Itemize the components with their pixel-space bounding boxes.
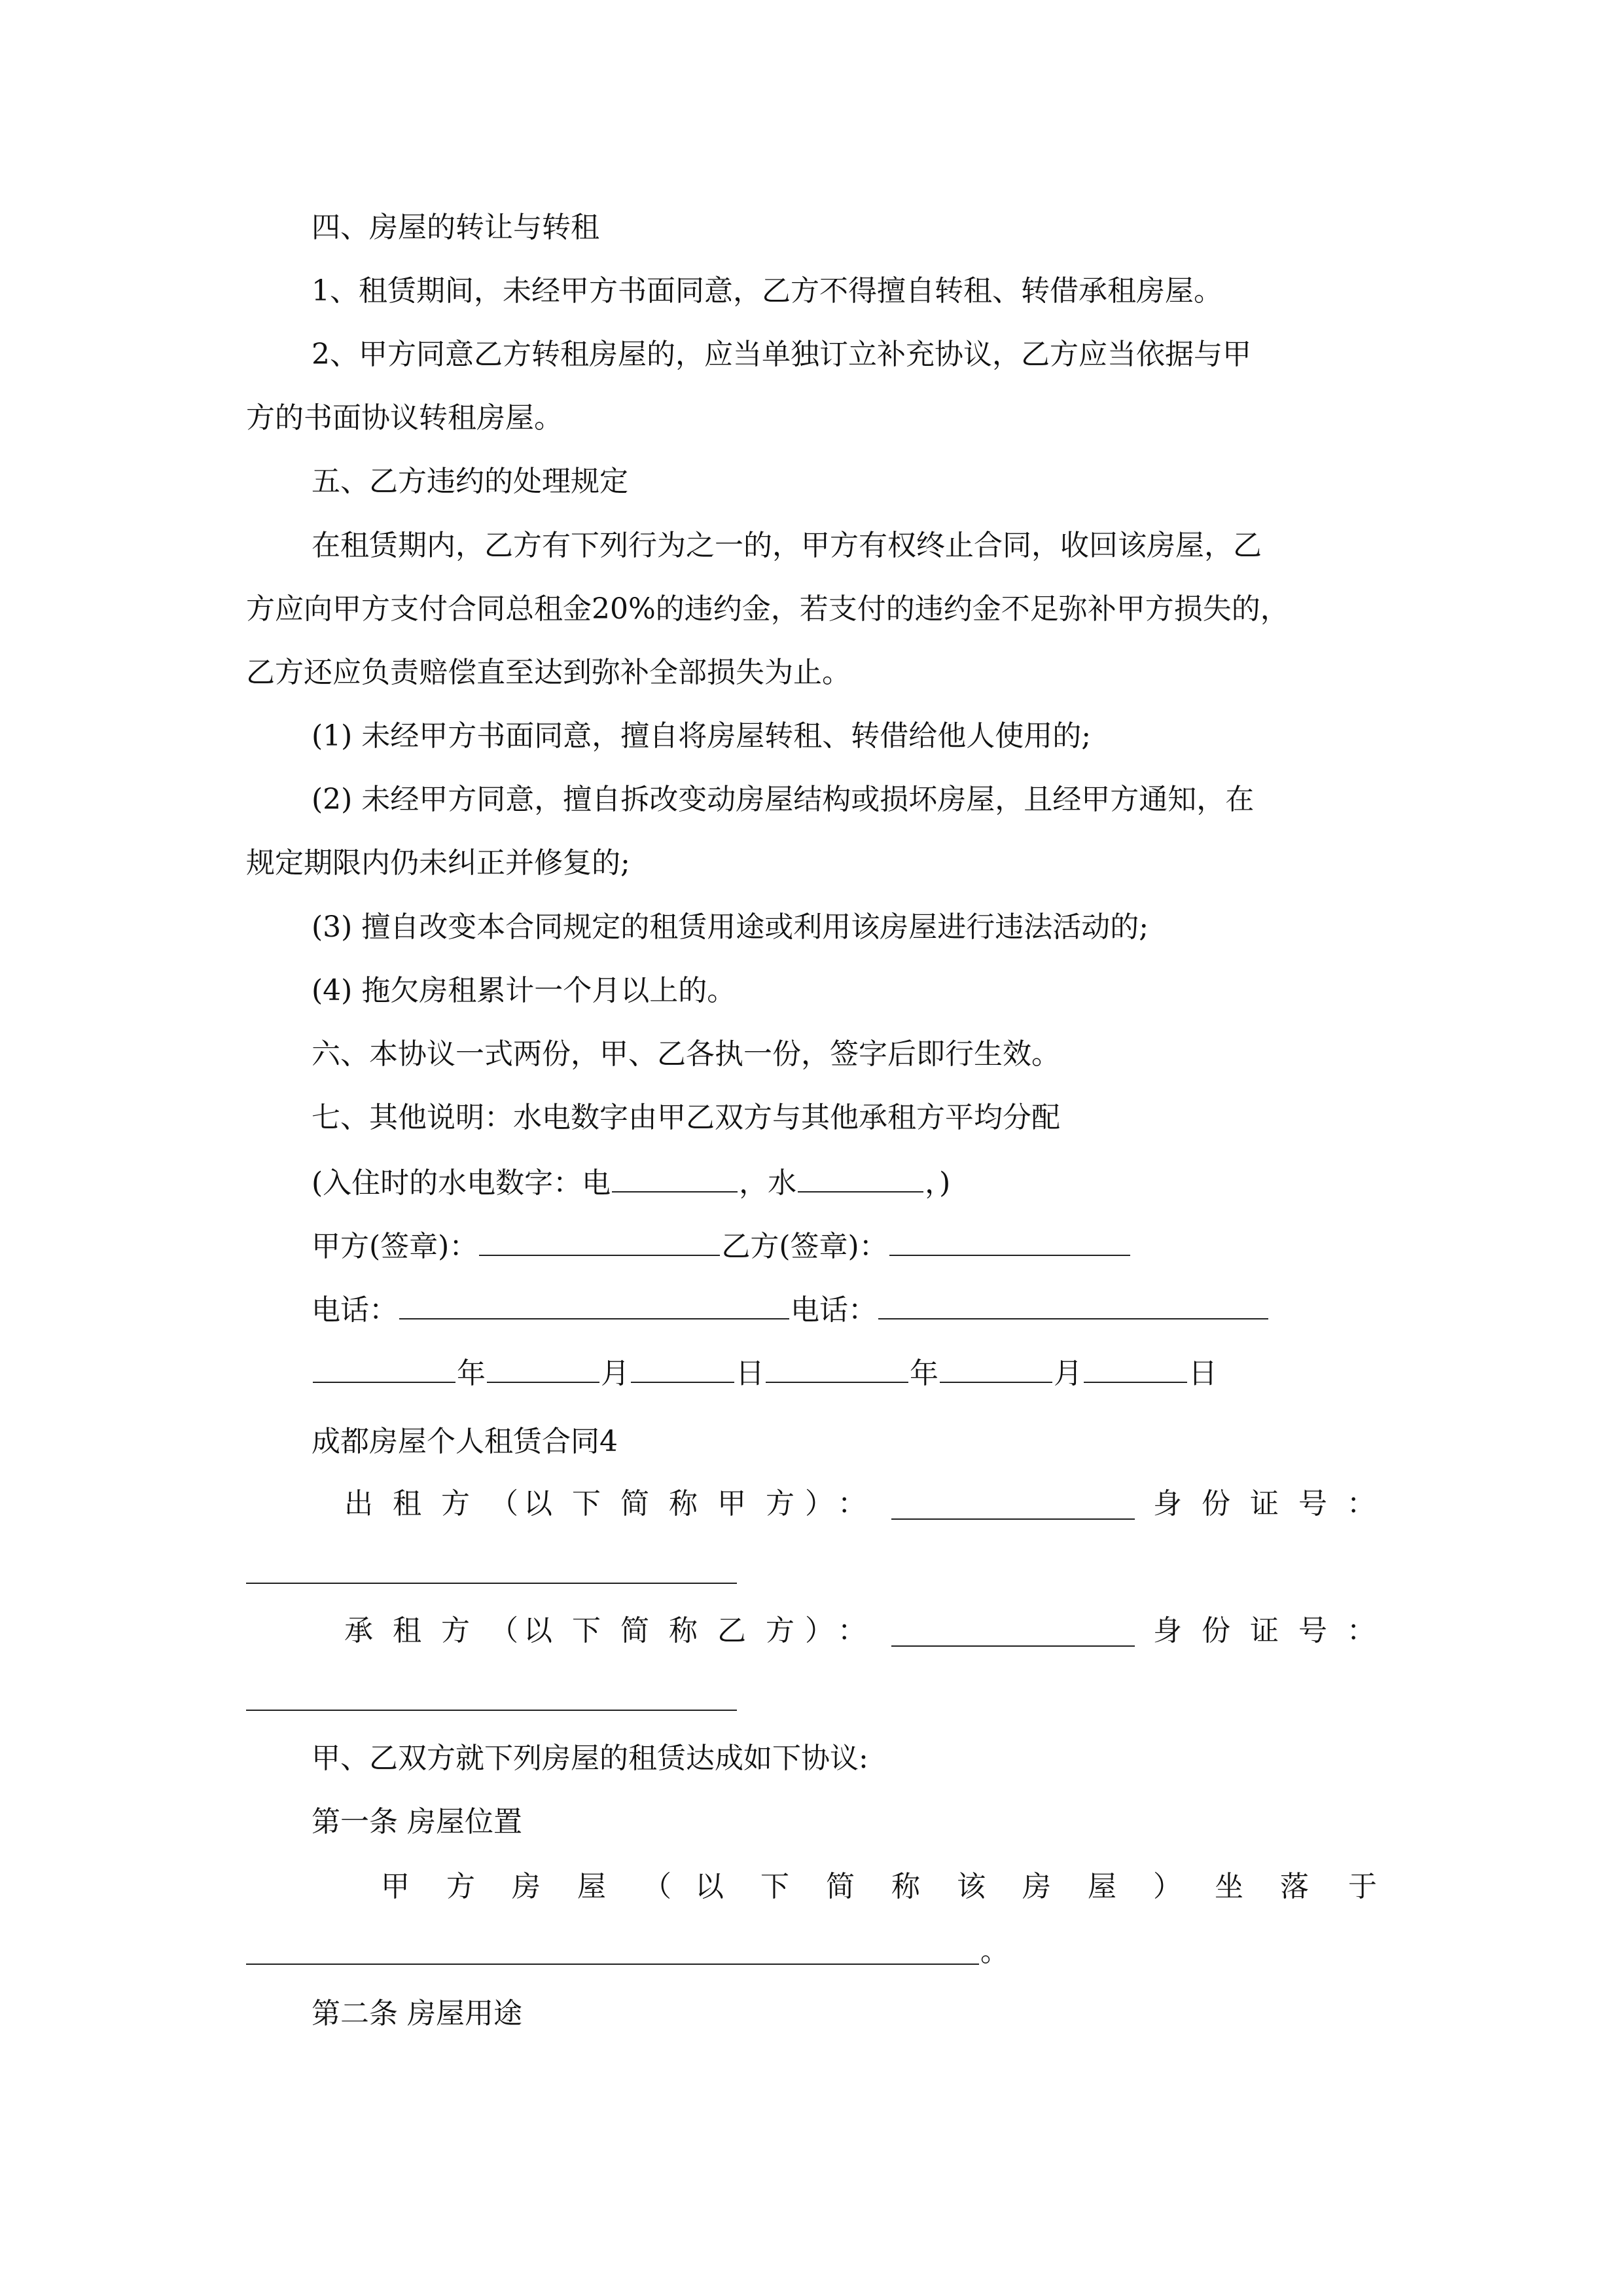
section-4-clause-1: 1、租赁期间，未经甲方书面同意，乙方不得擅自转租、转借承租房屋。 [312,274,1222,308]
article-1-char: 房 [512,1870,541,1903]
party-b-sign-blank[interactable] [889,1226,1130,1256]
article-2-title: 第二条 房屋用途 [312,1997,522,2030]
lessor-char: ） [805,1487,834,1520]
lessee-id-char: 号 [1298,1614,1327,1647]
lessee-id-blank[interactable] [246,1710,737,1711]
meter-close-label: ，) [925,1166,951,1200]
lessee-char: 以 [524,1614,552,1647]
electricity-reading-blank[interactable] [612,1162,738,1193]
section-4-heading: 四、房屋的转让与转租 [312,211,599,244]
article-1-char: ） [1153,1870,1182,1903]
lessee-char: 方 [441,1614,470,1647]
lessee-char: 下 [572,1614,601,1647]
party-b-year-blank[interactable] [766,1353,908,1383]
article-1-char: 以 [695,1870,724,1903]
lessee-char: ） [805,1614,834,1647]
lessor-name-blank[interactable] [891,1518,1135,1520]
agreement-intro: 甲、乙双方就下列房屋的租赁达成如下协议: [312,1742,868,1775]
article-1-title: 第一条 房屋位置 [312,1805,522,1839]
month-label-a: 月 [601,1357,630,1390]
article-1-char: 于 [1348,1870,1377,1903]
day-label-a: 日 [736,1357,764,1390]
lessor-char: ： [838,1487,866,1520]
phone-line [312,1289,1270,1330]
lessee-name-blank[interactable] [891,1645,1135,1647]
party-a-month-blank[interactable] [487,1353,599,1383]
meter-open-label: (入住时的水电数字：电 [312,1166,611,1200]
article-1-char: 简 [826,1870,855,1903]
lessor-id-blank[interactable] [246,1583,737,1584]
lessor-char: 租 [393,1487,421,1520]
article-1-char: 坐 [1215,1870,1243,1903]
lessor-char: 称 [669,1487,698,1520]
section-5-paragraph-line-2: 方应向甲方支付合同总租金20%的违约金，若支付的违约金不足弥补甲方损失的， [246,592,1289,626]
property-address-blank[interactable] [246,1964,979,1965]
lessor-id-char: 证 [1250,1487,1279,1520]
lessee-id-char: 份 [1202,1614,1230,1647]
lessor-char: 以 [524,1487,552,1520]
lessor-id-char: 份 [1202,1487,1230,1520]
lessor-char: 方 [766,1487,794,1520]
party-b-month-blank[interactable] [940,1353,1052,1383]
article-1-end-mark: 。 [980,1935,1009,1968]
section-5-paragraph-line-1: 在租赁期内，乙方有下列行为之一的，甲方有权终止合同，收回该房屋，乙 [312,529,1262,562]
lessor-id-char: ： [1347,1487,1376,1520]
lessee-char: （ [490,1614,518,1647]
section-5-heading: 五、乙方违约的处理规定 [312,465,628,498]
water-label: ，水 [739,1166,797,1200]
article-1-char: 该 [957,1870,986,1903]
section-5-paragraph-line-3: 乙方还应负责赔偿直至达到弥补全部损失为止。 [246,656,851,689]
lessor-char: 甲 [717,1487,746,1520]
lessor-id-char: 身 [1153,1487,1182,1520]
water-reading-blank[interactable] [798,1162,923,1193]
lessor-id-char: 号 [1298,1487,1327,1520]
party-a-phone-label: 电话： [312,1293,398,1327]
article-1-char: 落 [1280,1870,1309,1903]
party-a-day-blank[interactable] [631,1353,734,1383]
lessee-char: 方 [766,1614,794,1647]
lessee-char: 租 [393,1614,421,1647]
breach-item-2-line-2: 规定期限内仍未纠正并修复的; [246,846,630,880]
party-b-phone-label: 电话： [791,1293,877,1327]
lessee-id-char: 证 [1250,1614,1279,1647]
date-line [312,1353,1217,1393]
year-label-b: 年 [910,1357,938,1390]
lessee-char: ： [838,1614,866,1647]
party-a-sign-blank[interactable] [479,1226,720,1256]
contract-4-title: 成都房屋个人租赁合同4 [312,1425,618,1458]
signature-line [312,1226,1132,1266]
lessee-char: 承 [344,1614,373,1647]
month-label-b: 月 [1054,1357,1082,1390]
meter-readings-line [312,1162,950,1203]
lessor-char: 方 [441,1487,470,1520]
article-1-char: 屋 [577,1870,606,1903]
lessor-char: 简 [620,1487,649,1520]
day-label-b: 日 [1188,1357,1217,1390]
party-b-sign-label: 乙方(签章)： [721,1230,888,1263]
article-1-char: 方 [446,1870,475,1903]
lessee-char: 简 [620,1614,649,1647]
breach-item-2-line-1: (2) 未经甲方同意，擅自拆改变动房屋结构或损坏房屋，且经甲方通知，在 [312,783,1255,816]
article-1-char: （ [643,1870,671,1903]
article-1-char: 屋 [1088,1870,1116,1903]
party-b-day-blank[interactable] [1084,1353,1187,1383]
article-1-char: 称 [891,1870,920,1903]
breach-item-1: (1) 未经甲方书面同意，擅自将房屋转租、转借给他人使用的; [312,719,1092,753]
lessee-id-char: ： [1347,1614,1376,1647]
article-1-char: 房 [1022,1870,1051,1903]
party-a-year-blank[interactable] [313,1353,455,1383]
party-b-phone-blank[interactable] [878,1289,1268,1319]
section-7: 七、其他说明：水电数字由甲乙双方与其他承租方平均分配 [312,1101,1060,1134]
lessor-char: 下 [572,1487,601,1520]
breach-item-4: (4) 拖欠房租累计一个月以上的。 [312,974,736,1007]
breach-item-3: (3) 擅自改变本合同规定的租赁用途或利用该房屋进行违法活动的; [312,910,1149,944]
lessor-char: （ [490,1487,518,1520]
party-a-phone-blank[interactable] [399,1289,789,1319]
lessee-char: 称 [669,1614,698,1647]
article-1-char: 下 [760,1870,789,1903]
year-label-a: 年 [457,1357,486,1390]
section-4-clause-2-line-1: 2、甲方同意乙方转租房屋的，应当单独订立补充协议，乙方应当依据与甲 [312,338,1251,371]
section-6: 六、本协议一式两份，甲、乙各执一份，签字后即行生效。 [312,1037,1060,1071]
lessor-char: 出 [344,1487,373,1520]
lessee-id-char: 身 [1153,1614,1182,1647]
lessee-char: 乙 [717,1614,746,1647]
section-4-clause-2-line-2: 方的书面协议转租房屋。 [246,401,563,435]
article-1-char: 甲 [381,1870,410,1903]
party-a-sign-label: 甲方(签章)： [312,1230,478,1263]
